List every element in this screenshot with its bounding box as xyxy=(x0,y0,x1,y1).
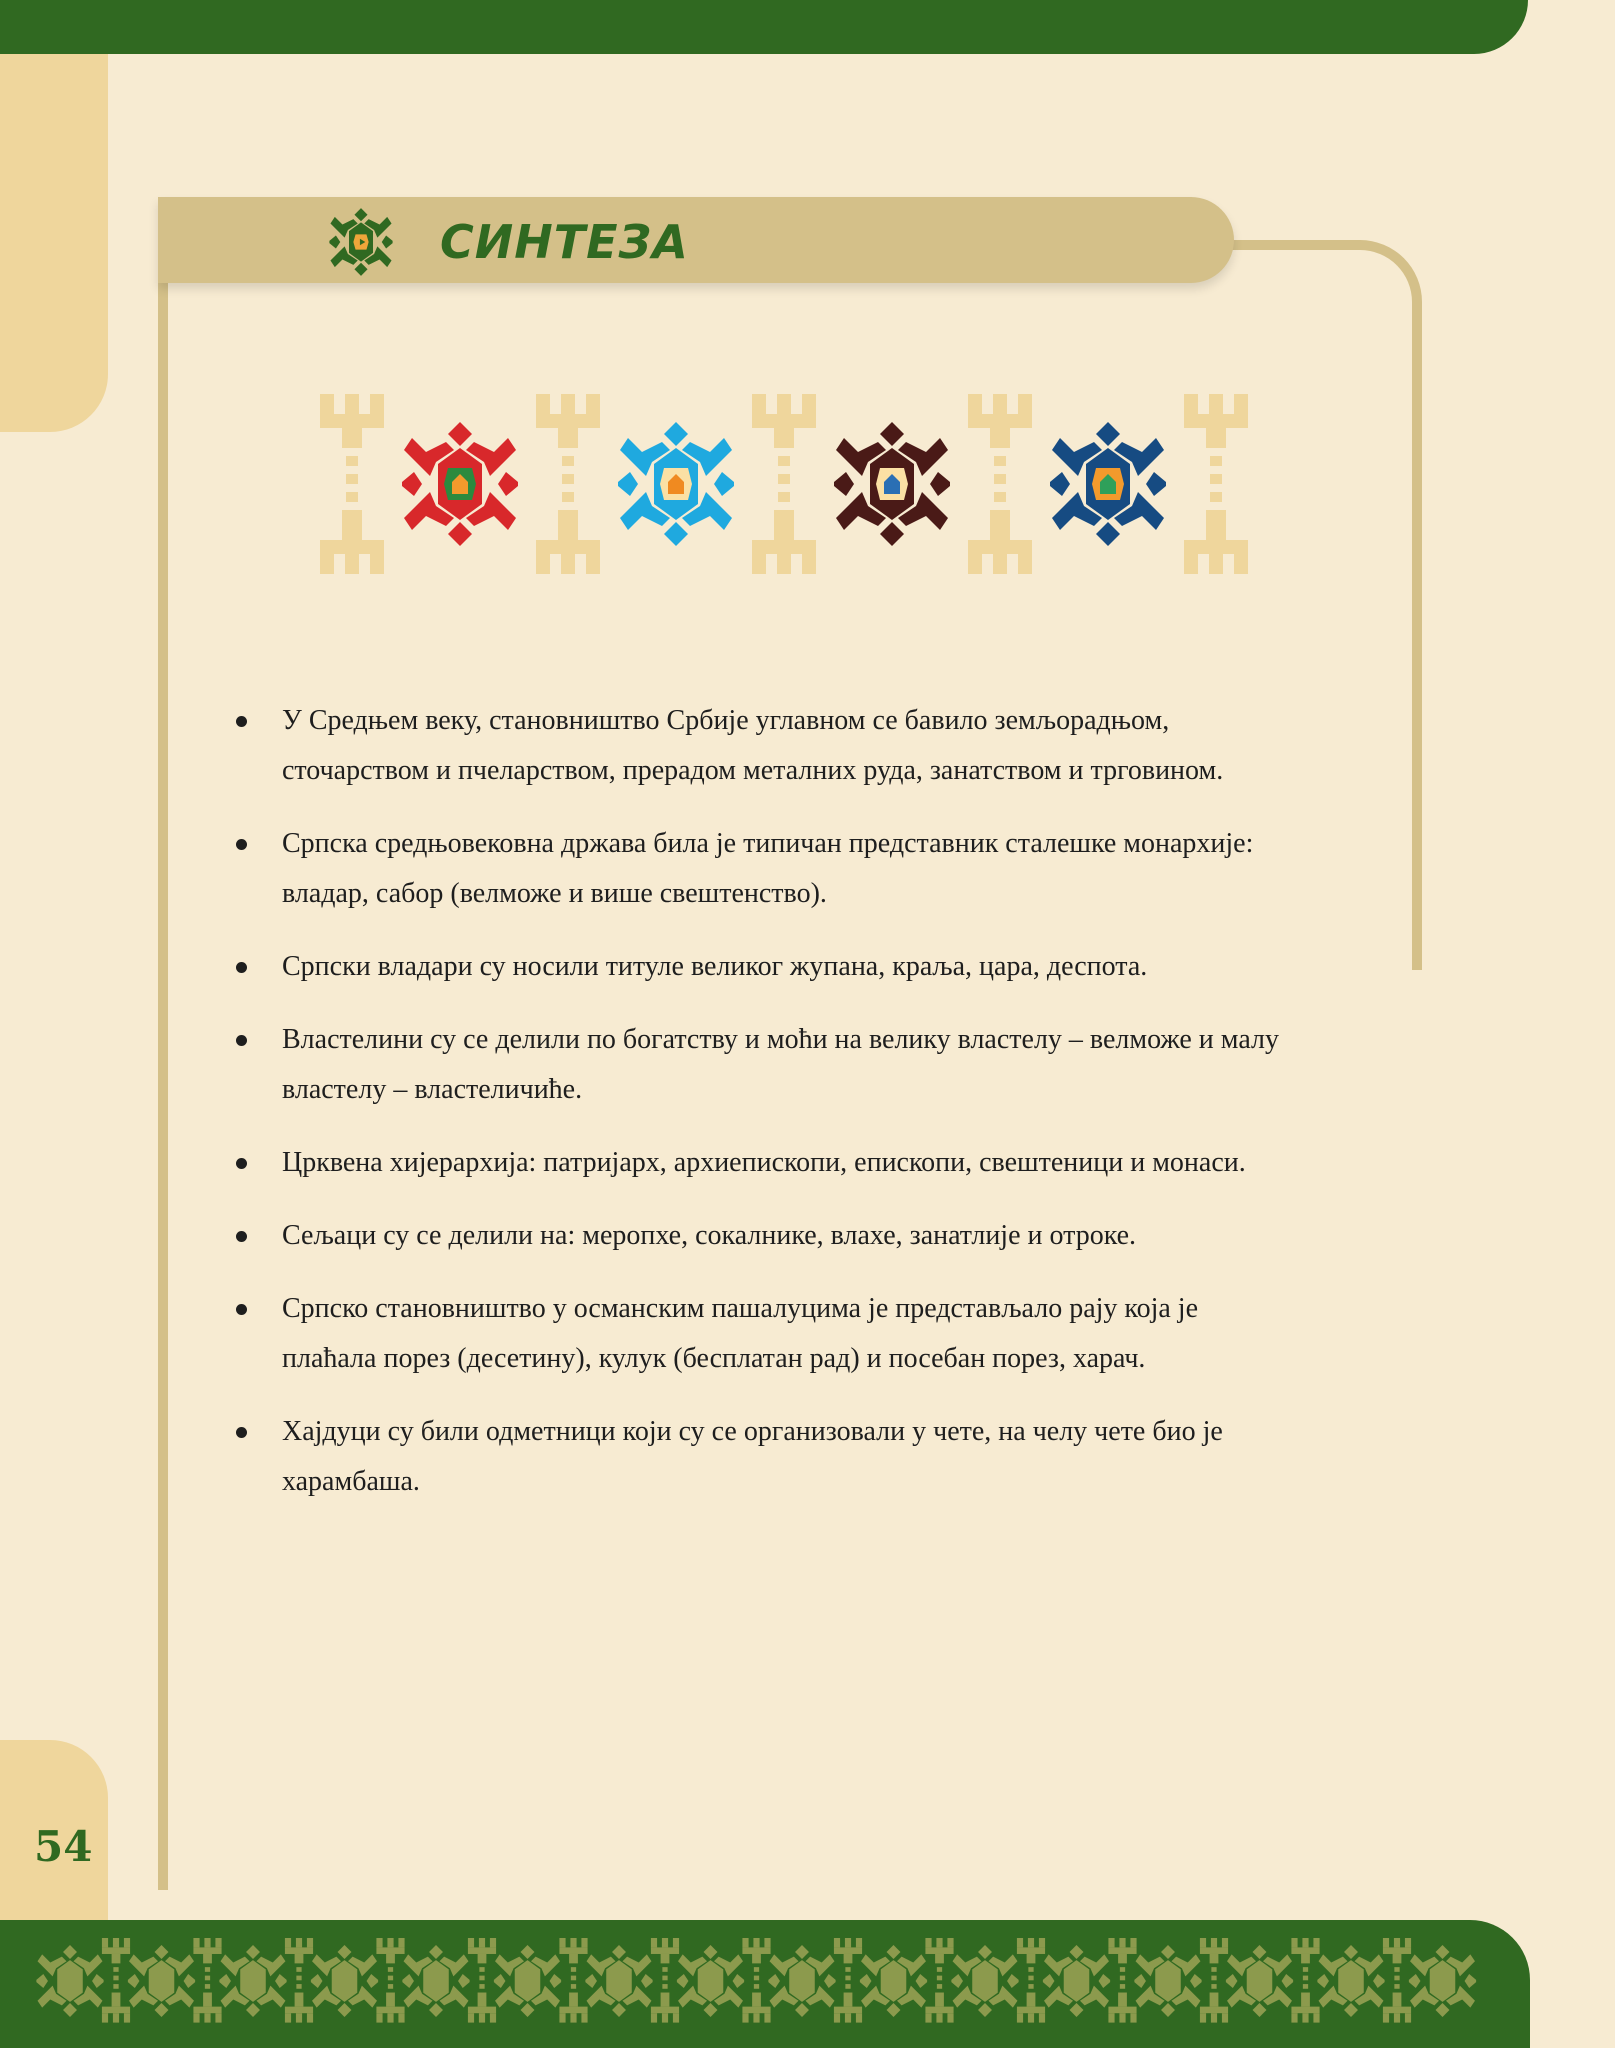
list-item: Црквена хијерархија: патријарх, архиепископи, епископи, свештеници и монаси. xyxy=(232,1138,1292,1188)
footer-pillar-icon xyxy=(651,1938,679,2023)
red-motif-icon xyxy=(402,422,518,546)
footer-motif-icon xyxy=(494,1945,561,2017)
footer-pillar-icon xyxy=(742,1938,770,2023)
page-side-tab-top xyxy=(0,54,108,432)
footer-pillar-icon xyxy=(468,1938,496,2023)
navy-motif-icon xyxy=(1050,422,1166,546)
footer-pillar-icon xyxy=(285,1938,313,2023)
footer-motif-icon xyxy=(1134,1945,1201,2017)
footer-pillar-icon xyxy=(834,1938,862,2023)
embroidery-motif-icon xyxy=(320,206,402,278)
footer-motif-icon xyxy=(768,1945,835,2017)
top-bar xyxy=(0,0,1528,54)
footer-pillar-icon xyxy=(1017,1938,1045,2023)
footer-motif-icon xyxy=(1409,1945,1476,2017)
footer-motif-icon xyxy=(1226,1945,1293,2017)
footer-pillar-icon xyxy=(1108,1938,1136,2023)
footer-motif-icon xyxy=(128,1945,195,2017)
footer-pillar-icon xyxy=(102,1938,130,2023)
footer-motif-icon xyxy=(402,1945,469,2017)
footer-motif-icon xyxy=(311,1945,378,2017)
footer-motif-icon xyxy=(1043,1945,1110,2017)
footer-pillar-icon xyxy=(376,1938,404,2023)
list-item: Сељаци су се делили на: меропхе, сокалнике, влахе, занатлије и отроке. xyxy=(232,1211,1292,1261)
list-item: Властелини су се делили по богатству и моћи на велику властелу – велможе и малу властелу – властеличиће. xyxy=(232,1015,1292,1115)
footer-pillar-icon xyxy=(193,1938,221,2023)
footer-motif-icon xyxy=(585,1945,652,2017)
brown-motif-icon xyxy=(834,422,950,546)
footer-pillar-icon xyxy=(925,1938,953,2023)
left-rule xyxy=(158,200,168,1890)
footer-motif-icon xyxy=(219,1945,286,2017)
footer-pillar-icon xyxy=(559,1938,587,2023)
synthesis-list xyxy=(232,696,1292,1530)
footer-ornament xyxy=(36,1938,1506,2024)
list-item: Српско становништво у османским пашалуцима је представљало рају која је плаћала порез (десетину), кулук (бесплатан рад) и посебан порез, харач. xyxy=(232,1284,1292,1384)
ornament-row xyxy=(318,390,1258,580)
section-title: СИНТЕЗА xyxy=(440,215,689,269)
footer-motif-icon xyxy=(860,1945,927,2017)
footer-motif-icon xyxy=(1317,1945,1384,2017)
page-number: 54 xyxy=(34,1822,93,1871)
footer-pillar-icon xyxy=(1291,1938,1319,2023)
footer-pillar-icon xyxy=(1383,1938,1411,2023)
list-item: Српска средњовековна држава била је типичан представник сталешке монархије: владар, сабор (велможе и више свештенство). xyxy=(232,819,1292,919)
footer-motif-icon xyxy=(951,1945,1018,2017)
footer-motif-icon xyxy=(36,1945,103,2017)
list-item: У Средњем веку, становништво Србије углавном се бавило земљорадњом, сточарством и пчеларством, прерадом металних руда, занатством и трговином. xyxy=(232,696,1292,796)
footer-motif-icon xyxy=(677,1945,744,2017)
list-item: Хајдуци су били одметници који су се организовали у чете, на челу чете био је харамбаша. xyxy=(232,1407,1292,1507)
footer-pillar-icon xyxy=(1200,1938,1228,2023)
cyan-motif-icon xyxy=(618,422,734,546)
list-item: Српски владари су носили титуле великог жупана, краља, цара, деспота. xyxy=(232,942,1292,992)
